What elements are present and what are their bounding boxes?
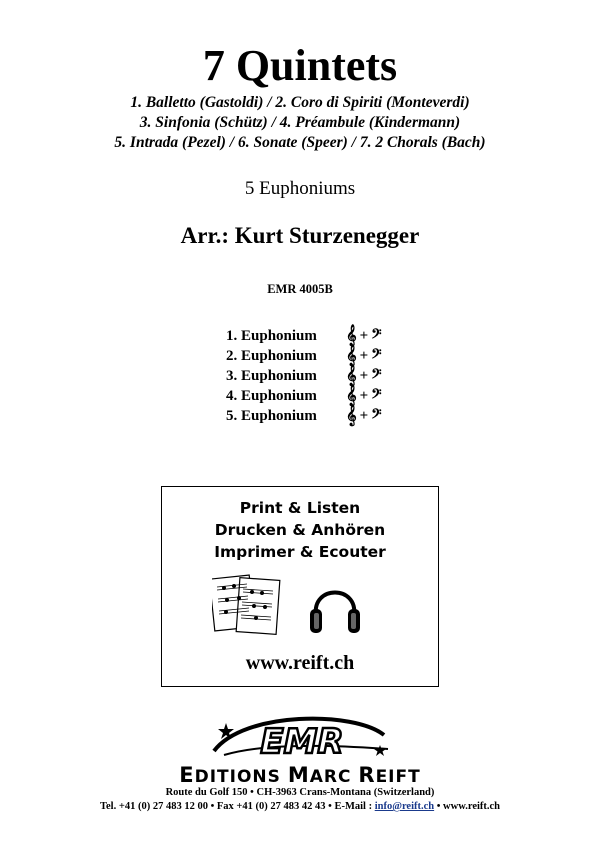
logo-initial: E — [179, 763, 195, 787]
page-title: 7 Quintets — [202, 41, 398, 90]
treble-clef-icon: 𝄞 — [346, 385, 357, 406]
part-row — [226, 346, 406, 366]
print-listen-box[interactable] — [161, 486, 439, 687]
instrumentation: 5 Euphoniums — [244, 178, 356, 199]
logo-initial: R — [358, 763, 376, 787]
part-row — [226, 326, 406, 346]
promo-url-link[interactable]: www.reift.ch — [245, 652, 355, 674]
piece-line: 5. Intrada (Pezel) / 6. Sonate (Speer) / 7. 2 Chorals (Bach) — [114, 134, 486, 151]
part-row — [226, 406, 406, 426]
plus-sign: + — [359, 327, 369, 344]
part-label: 5. Euphonium — [226, 407, 317, 424]
footer-contact — [0, 801, 600, 812]
logo-word: ARC — [309, 767, 359, 787]
piece-list — [0, 93, 600, 153]
bass-clef-icon: 𝄢 — [371, 386, 382, 405]
promo-illustration — [212, 571, 392, 639]
part-label: 4. Euphonium — [226, 387, 317, 404]
piece-line: 1. Balletto (Gastoldi) / 2. Coro di Spiriti (Monteverdi) — [130, 94, 470, 111]
catalog-code: EMR 4005B — [267, 282, 333, 296]
sheet-music-icon — [212, 575, 280, 634]
plus-sign: + — [359, 347, 369, 364]
logo-initial: M — [287, 763, 310, 787]
part-row — [226, 366, 406, 386]
logo-wordmark — [150, 763, 450, 787]
publisher-logo — [150, 715, 450, 785]
bass-clef-icon: 𝄢 — [371, 346, 382, 365]
email-link[interactable]: info@reift.ch — [374, 801, 435, 812]
treble-clef-icon: 𝄞 — [346, 405, 357, 426]
treble-clef-icon: 𝄞 — [346, 365, 357, 386]
logo-word: DITIONS — [194, 767, 288, 787]
part-label: 2. Euphonium — [226, 347, 317, 364]
footer-contact-suffix: • www.reift.ch — [434, 801, 501, 812]
plus-sign: + — [359, 407, 369, 424]
promo-line: Drucken & Anhören — [214, 521, 386, 539]
footer-contact-prefix: Tel. +41 (0) 27 483 12 00 • Fax +41 (0) 27 483 42 43 • E-Mail : — [99, 801, 375, 812]
footer-address: Route du Golf 150 • CH-3963 Crans-Montana (Switzerland) — [165, 787, 435, 798]
arranger: Arr.: Kurt Sturzenegger — [180, 223, 420, 248]
logo-word: EIFT — [375, 767, 421, 787]
parts-list — [226, 326, 406, 426]
emr-logo-mark — [204, 715, 394, 761]
part-label: 1. Euphonium — [226, 327, 317, 344]
plus-sign: + — [359, 367, 369, 384]
part-label: 3. Euphonium — [226, 367, 317, 384]
bass-clef-icon: 𝄢 — [371, 406, 382, 425]
bass-clef-icon: 𝄢 — [371, 366, 382, 385]
plus-sign: + — [359, 387, 369, 404]
logo-mark-text: EMR — [260, 722, 344, 761]
treble-clef-icon: 𝄞 — [346, 325, 357, 346]
promo-line: Print & Listen — [239, 499, 361, 517]
promo-line: Imprimer & Ecouter — [214, 543, 386, 561]
piece-line: 3. Sinfonia (Schütz) / 4. Préambule (Kindermann) — [139, 114, 461, 131]
headphones-icon — [310, 593, 360, 634]
part-row — [226, 386, 406, 406]
bass-clef-icon: 𝄢 — [371, 326, 382, 345]
treble-clef-icon: 𝄞 — [346, 345, 357, 366]
